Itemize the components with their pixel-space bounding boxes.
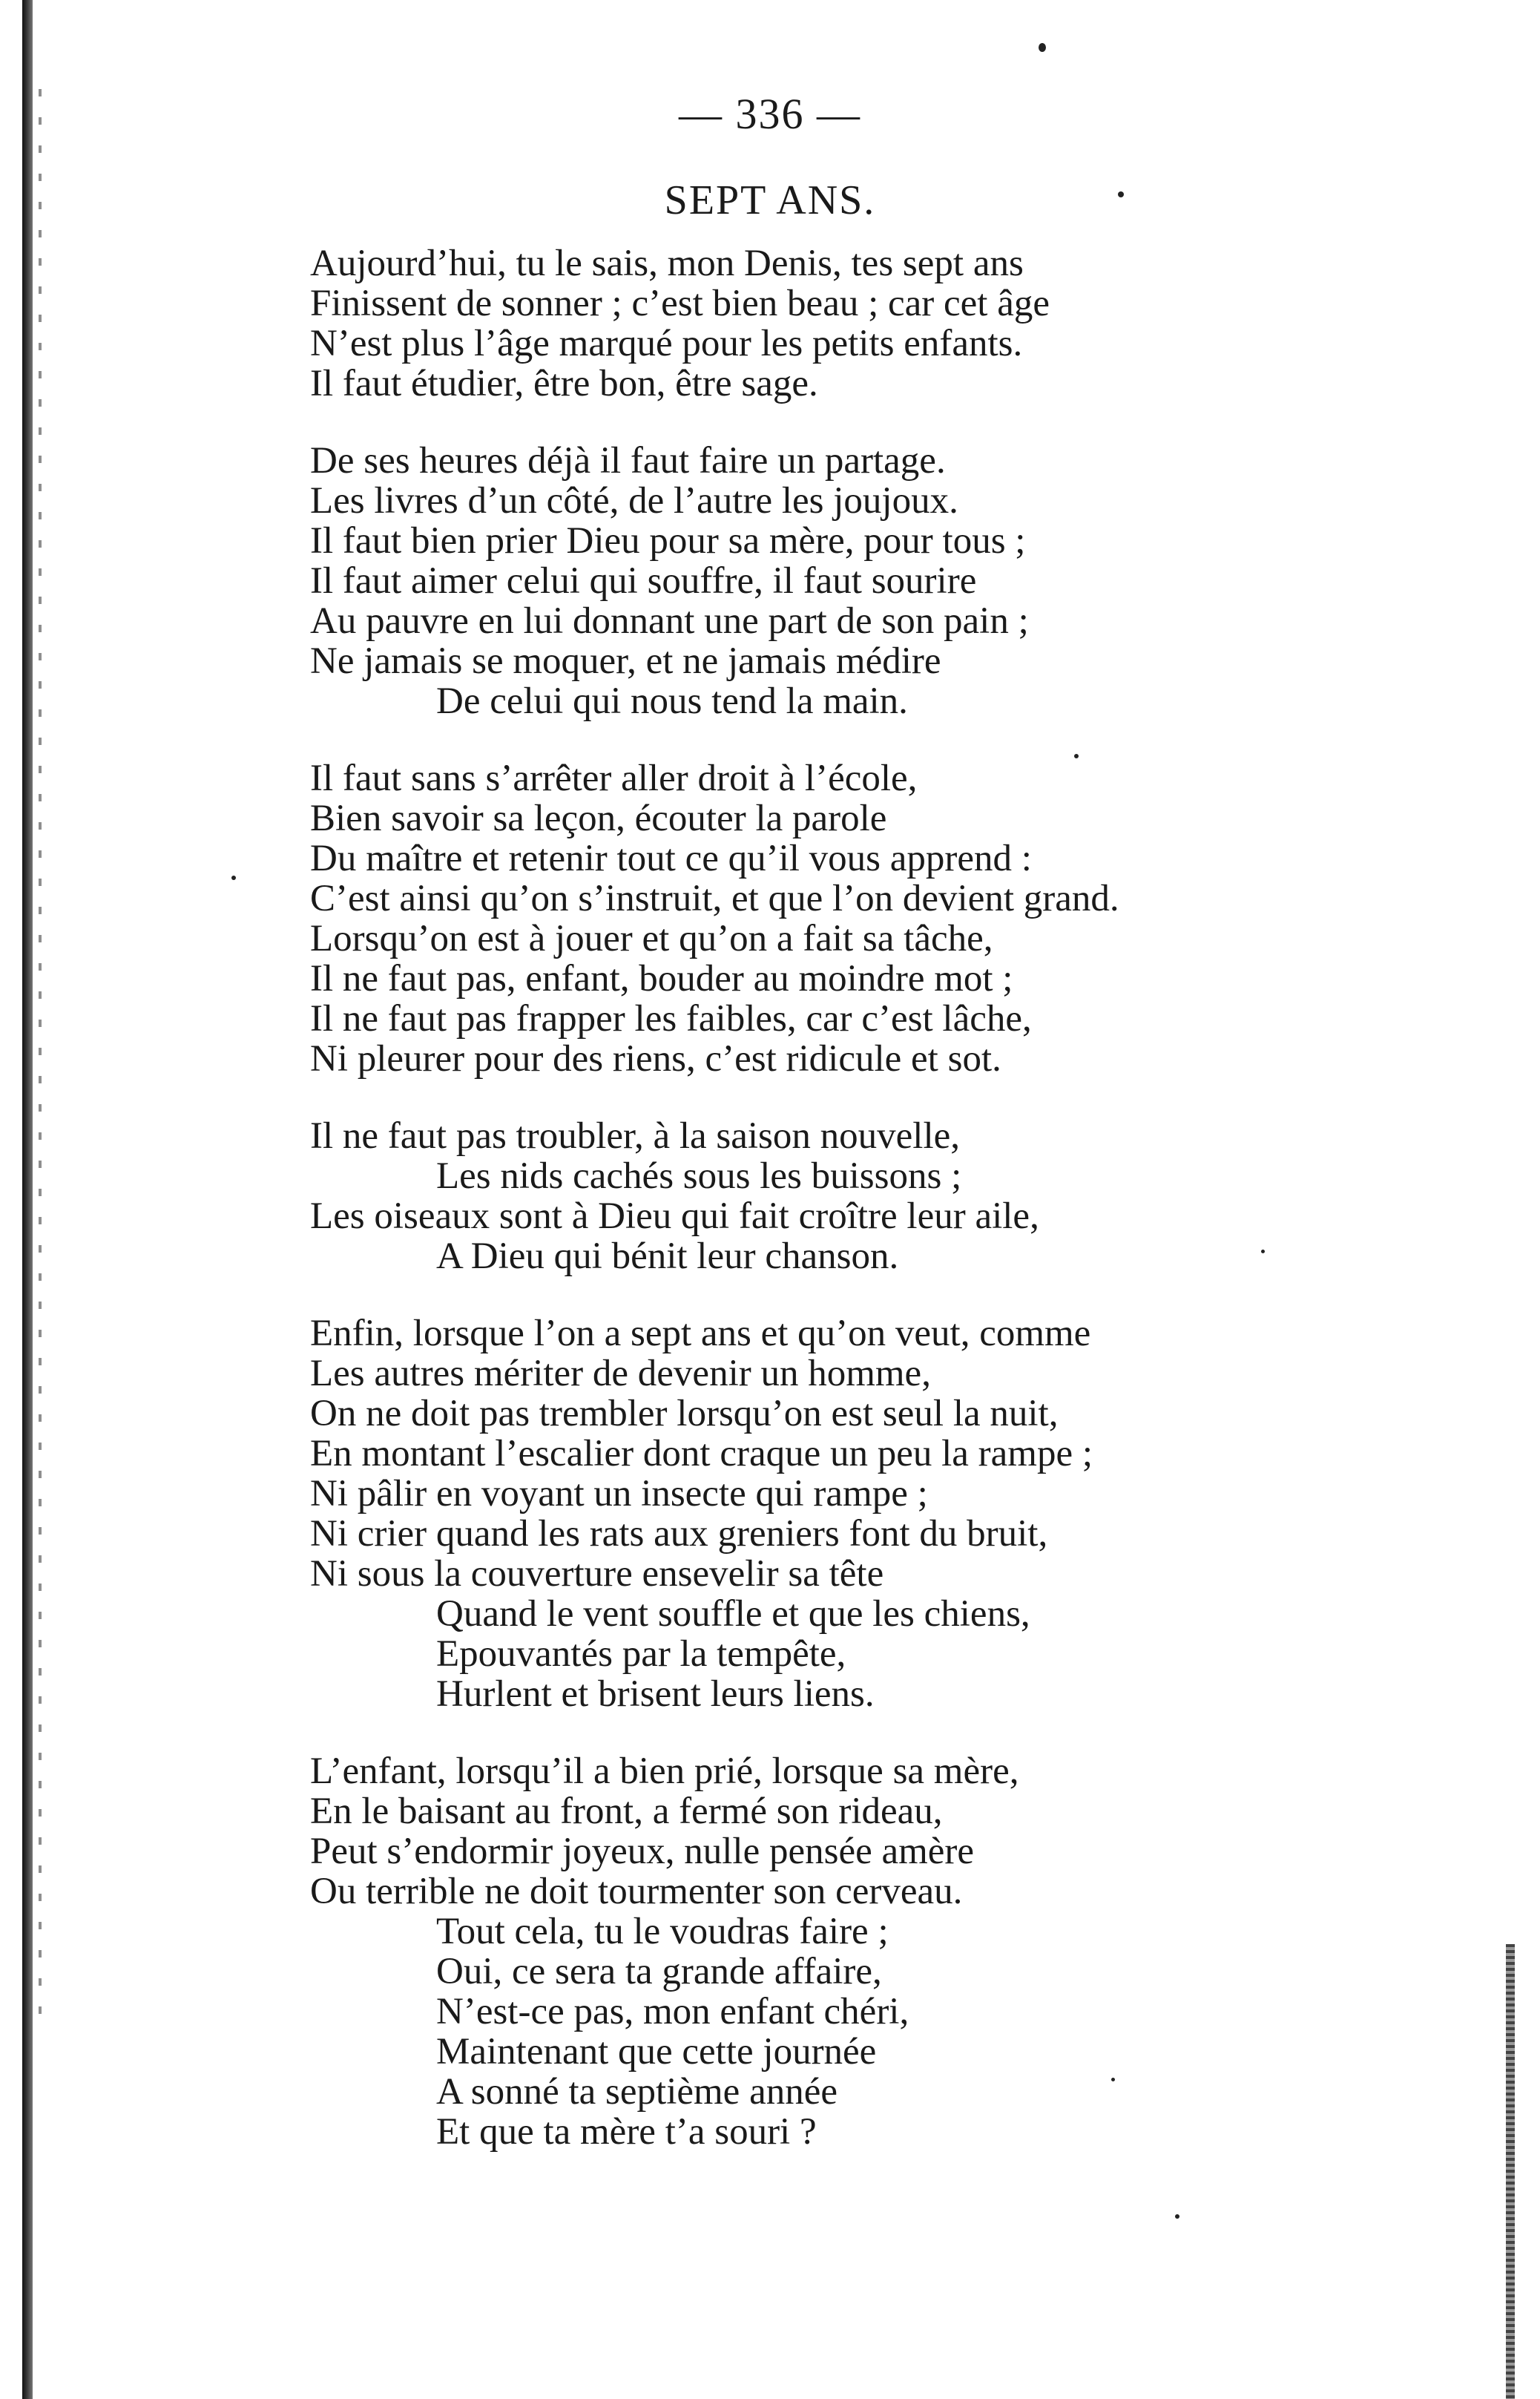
print-speck [231, 876, 236, 880]
poem-line: Tout cela, tu le voudras faire ; [436, 1911, 889, 1952]
poem-line: Il ne faut pas troubler, à la saison nouvelle, [310, 1115, 961, 1157]
stanza [310, 1313, 1349, 1714]
poem-line: Enfin, lorsque l’on a sept ans et qu’on veut, comme [310, 1313, 1091, 1354]
poem-line: Hurlent et brisent leurs liens. [436, 1673, 875, 1715]
poem-line: Il faut sans s’arrêter aller droit à l’école, [310, 758, 918, 799]
poem-line: Il faut aimer celui qui souffre, il faut sourire [310, 560, 977, 602]
poem-line: C’est ainsi qu’on s’instruit, et que l’on devient grand. [310, 878, 1119, 919]
page-right-edge [1506, 1944, 1515, 2399]
poem-line: Il faut étudier, être bon, être sage. [310, 363, 818, 404]
poem-line: Maintenant que cette journée [436, 2031, 877, 2073]
poem-line: Ni crier quand les rats aux greniers font du bruit, [310, 1513, 1048, 1555]
poem-line: Les autres mériter de devenir un homme, [310, 1353, 931, 1394]
print-speck [1118, 191, 1124, 197]
poem-line: De ses heures déjà il faut faire un partage. [310, 440, 946, 482]
poem-line: Les nids cachés sous les buissons ; [436, 1155, 962, 1197]
poem-line: En montant l’escalier dont craque un peu la rampe ; [310, 1433, 1093, 1474]
poem-line: Du maître et retenir tout ce qu’il vous apprend : [310, 838, 1032, 879]
print-speck [1039, 43, 1046, 52]
poem-line: Ni pâlir en voyant un insecte qui rampe ; [310, 1473, 928, 1514]
print-speck [1175, 2214, 1179, 2219]
poem-line: Oui, ce sera ta grande affaire, [436, 1951, 882, 1992]
poem-line: Bien savoir sa leçon, écouter la parole [310, 798, 887, 839]
poem-line: Aujourd’hui, tu le sais, mon Denis, tes sept ans [310, 243, 1024, 284]
poem-line: Peut s’endormir joyeux, nulle pensée amère [310, 1831, 975, 1872]
stanza [310, 441, 1349, 721]
poem-line: Lorsqu’on est à jouer et qu’on a fait sa tâche, [310, 918, 993, 959]
stanza [310, 758, 1349, 1079]
poem-line: Quand le vent souffle et que les chiens, [436, 1593, 1030, 1635]
poem-line: De celui qui nous tend la main. [436, 680, 908, 722]
poem-line: L’enfant, lorsqu’il a bien prié, lorsque sa mère, [310, 1750, 1019, 1792]
poem-line: A sonné ta septième année [436, 2071, 838, 2113]
poem-line: Ni pleurer pour des riens, c’est ridicule et sot. [310, 1038, 1001, 1080]
print-speck [1111, 2078, 1115, 2081]
poem-line: En le baisant au front, a fermé son rideau, [310, 1791, 943, 1832]
poem-line: Il ne faut pas frapper les faibles, car c’est lâche, [310, 998, 1032, 1040]
poem-line: Au pauvre en lui donnant une part de son pain ; [310, 600, 1029, 642]
poem-line: Les oiseaux sont à Dieu qui fait croître leur aile, [310, 1195, 1039, 1237]
stanza [310, 1116, 1349, 1276]
poem-line: Ou terrible ne doit tourmenter son cerveau. [310, 1871, 963, 1912]
stanza [310, 243, 1349, 404]
page-binding-edge [22, 0, 33, 2399]
poem-line: A Dieu qui bénit leur chanson. [436, 1235, 899, 1277]
print-speck [1074, 754, 1079, 758]
poem-line: Finissent de sonner ; c’est bien beau ; car cet âge [310, 283, 1050, 324]
stanza [310, 1751, 1349, 2152]
poem-line: On ne doit pas trembler lorsqu’on est seul la nuit, [310, 1393, 1059, 1434]
poem-line: Les livres d’un côté, de l’autre les joujoux. [310, 480, 958, 522]
print-speck [1261, 1250, 1265, 1253]
poem-line: Et que ta mère t’a souri ? [436, 2111, 817, 2153]
poem-title: SEPT ANS. [664, 177, 876, 223]
poem-line: N’est-ce pas, mon enfant chéri, [436, 1991, 909, 2032]
poem-line: Il ne faut pas, enfant, bouder au moindre mot ; [310, 958, 1013, 1000]
poem-body [310, 243, 1349, 2189]
page-number: — 336 — [679, 90, 861, 138]
poem-line: Il faut bien prier Dieu pour sa mère, pour tous ; [310, 520, 1026, 562]
poem-line: N’est plus l’âge marqué pour les petits enfants. [310, 323, 1023, 364]
poem-line: Epouvantés par la tempête, [436, 1633, 846, 1675]
poem-line: Ni sous la couverture ensevelir sa tête [310, 1553, 884, 1595]
poem-line: Ne jamais se moquer, et ne jamais médire [310, 640, 941, 682]
page-edge-marks [39, 89, 42, 2018]
